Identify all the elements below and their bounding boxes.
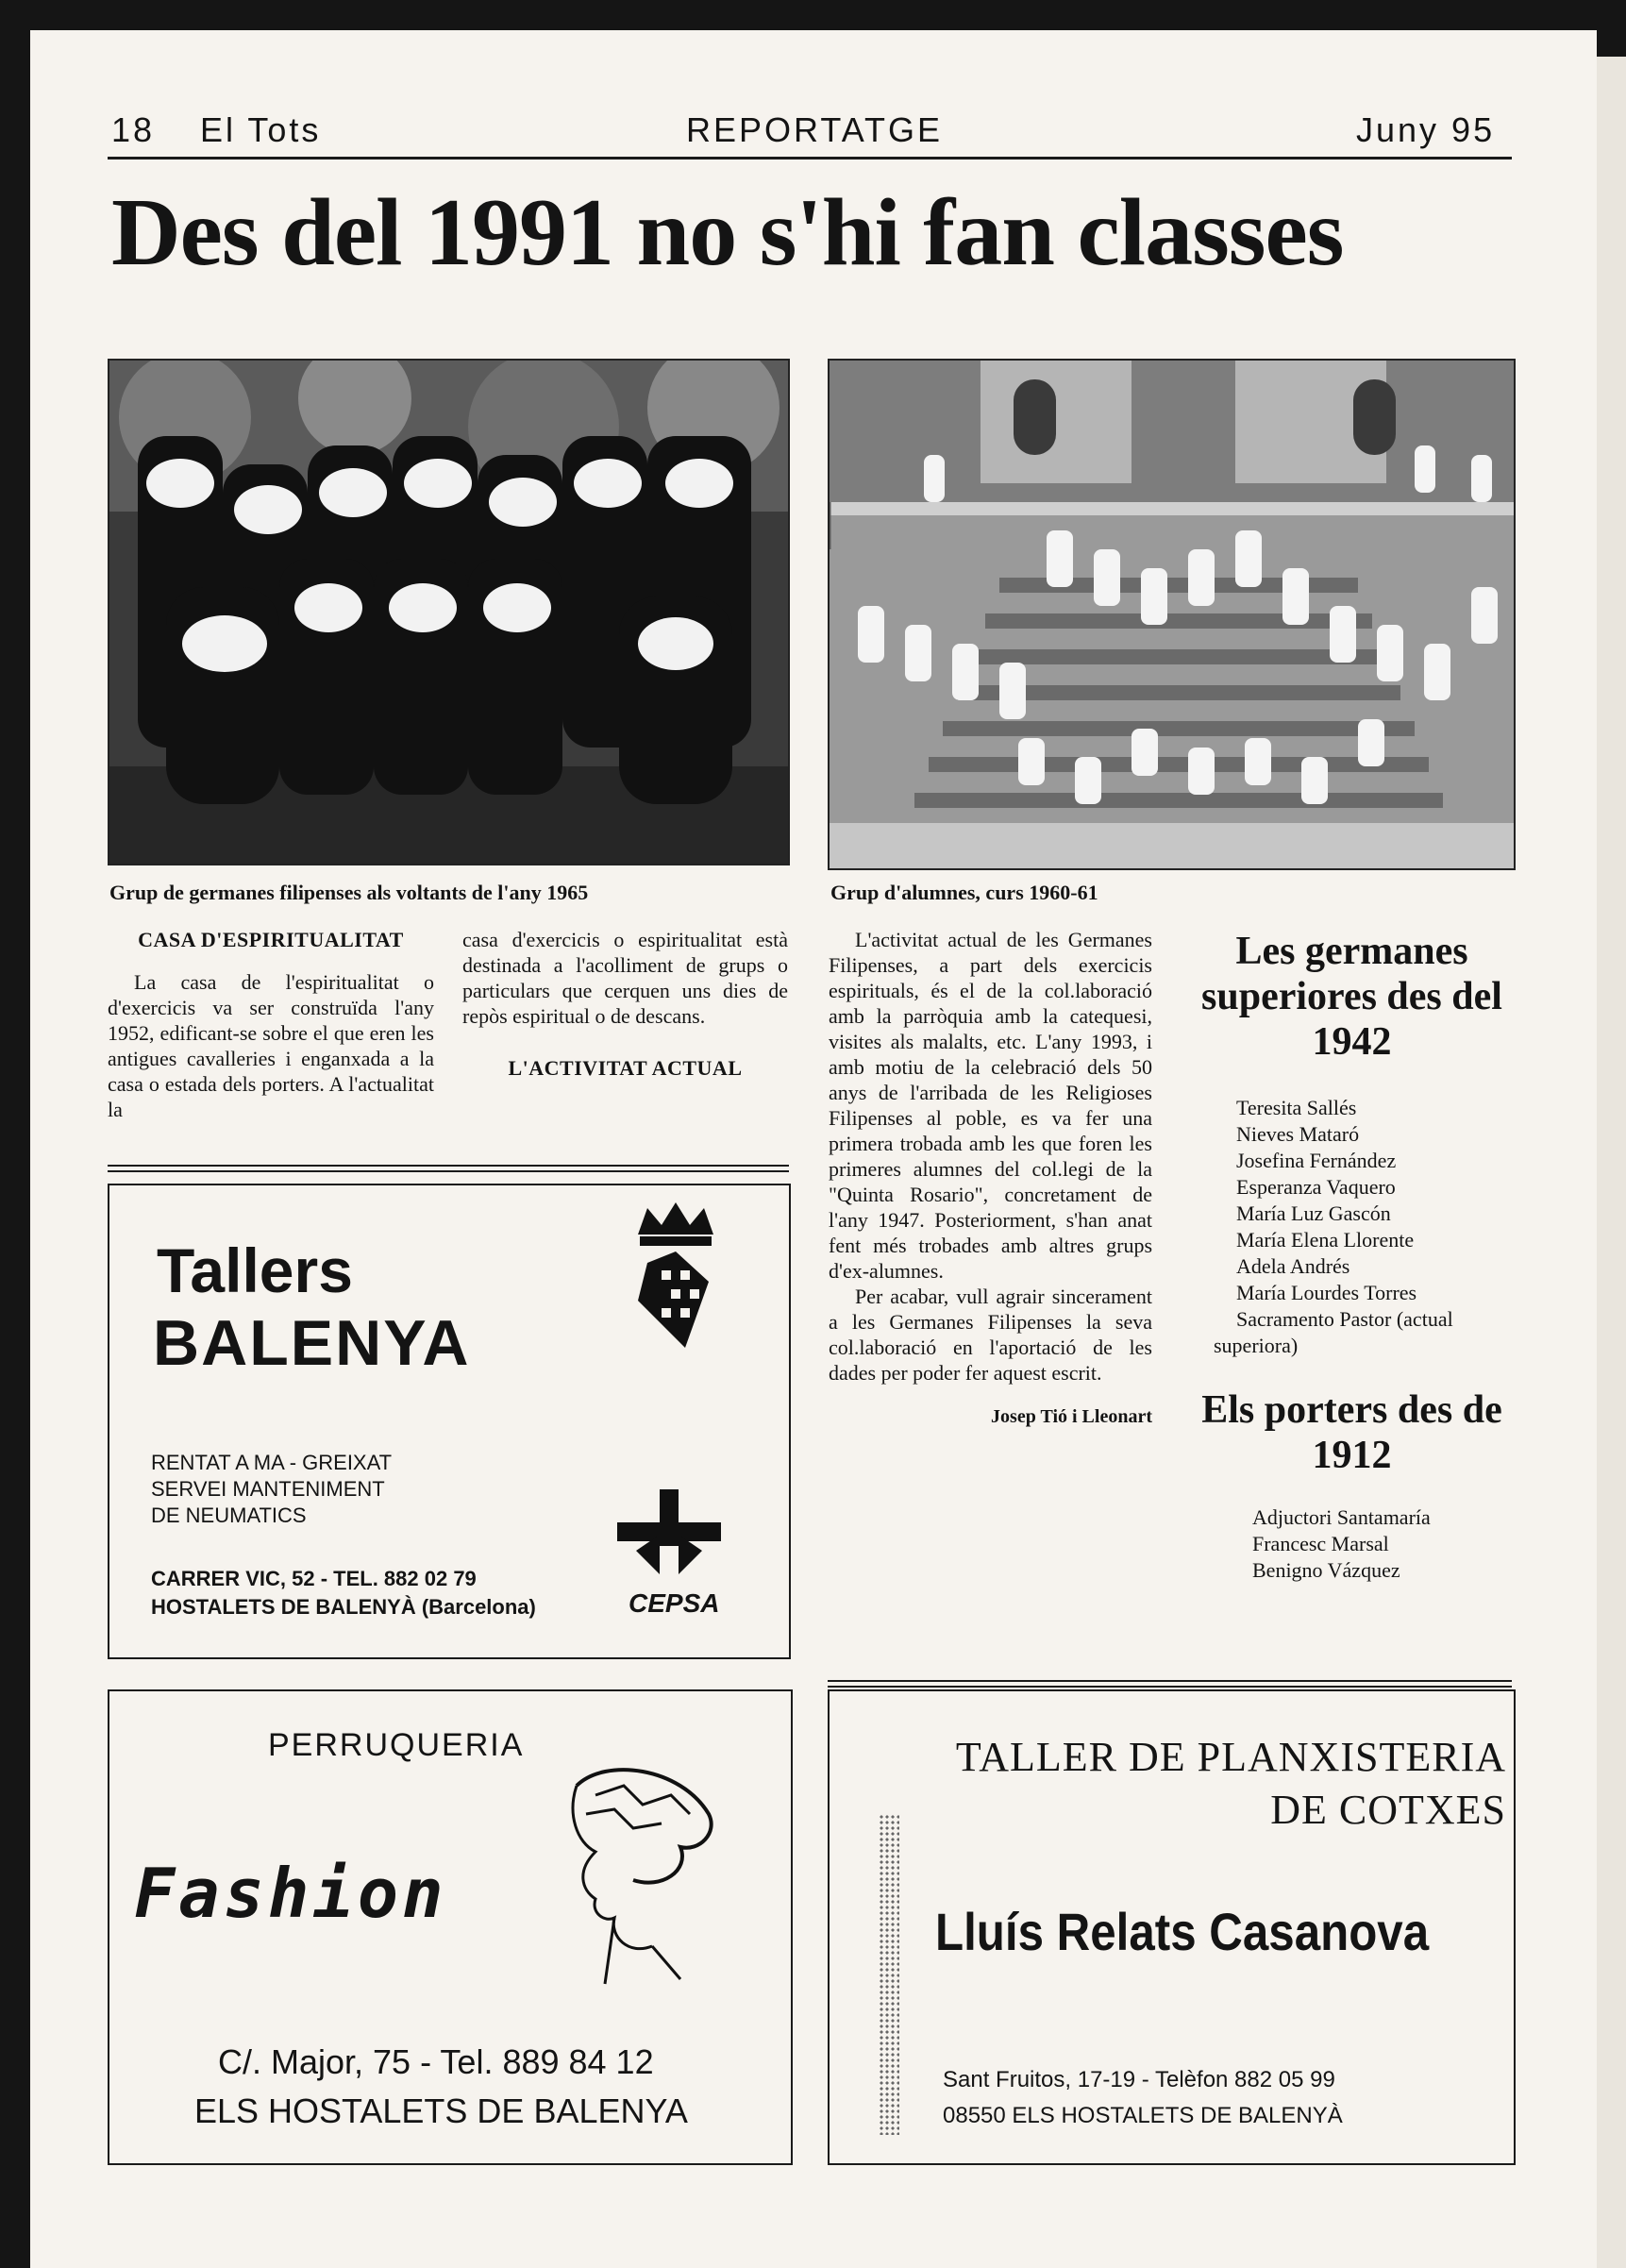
- ad-tallers-service: SERVEI MANTENIMENT: [151, 1477, 385, 1501]
- crown-shield-icon: [619, 1197, 732, 1357]
- cepsa-logo-icon: [617, 1489, 721, 1584]
- photo-nuns: [108, 359, 790, 865]
- article-column-2: [462, 927, 788, 1081]
- nuns-group-image: [109, 361, 788, 864]
- superiors-list: [1214, 1095, 1453, 1359]
- woman-profile-icon: [539, 1757, 728, 1993]
- ad-tallers-address: [151, 1565, 536, 1621]
- ad-tallers-service: RENTAT A MA - GREIXAT: [151, 1451, 393, 1474]
- ad-planxisteria-town: 08550 ELS HOSTALETS DE BALENYÀ: [943, 2103, 1343, 2128]
- superior-name: Sacramento Pastor (actual: [1236, 1307, 1453, 1331]
- ad-perruqueria-town: ELS HOSTALETS DE BALENYA: [194, 2092, 688, 2130]
- ad-perruqueria-title: PERRUQUERIA: [268, 1727, 525, 1763]
- halftone-bar: [879, 1814, 899, 2135]
- superior-name: María Elena Llorente: [1236, 1228, 1415, 1252]
- divider-rule: [828, 1680, 1512, 1682]
- divider-rule: [108, 1170, 789, 1172]
- paragraph-agraiment: Per acabar, vull agrair sincerament a les Germanes Filipenses la seva col.laboració en l'aportació de les dades per poder fer aquest escrit.: [829, 1285, 1152, 1385]
- next-page-edge: [1597, 57, 1626, 2268]
- author-signature: Josep Tió i Lleonart: [991, 1406, 1152, 1427]
- subhead-activitat-actual: L'ACTIVITAT ACTUAL: [508, 1056, 743, 1080]
- ad-tallers-service: DE NEUMATICS: [151, 1504, 307, 1527]
- article-column-1: [108, 927, 434, 1122]
- photo-caption-nuns: Grup de germanes filipenses als voltants de l'any 1965: [109, 881, 589, 904]
- ad-planxisteria-title-line1: TALLER DE PLANXISTERIA: [955, 1734, 1506, 1780]
- divider-rule: [828, 1686, 1512, 1688]
- article-column-3: [829, 927, 1152, 1430]
- superior-name: María Luz Gascón: [1236, 1201, 1391, 1225]
- issue-date: Juny 95: [1356, 110, 1496, 149]
- superior-name: Teresita Sallés: [1236, 1096, 1357, 1119]
- sidebar-porters-title: Els porters des de 1912: [1201, 1388, 1502, 1477]
- paragraph-activitat: L'activitat actual de les Germanes Filipenses, a part dels exercicis espirituals, és el de la col.laboració amb la parròquia amb la catequesi, visites als malalts, etc. L'any 1993, i amb motiu de la celebració dels 50 anys de l'arribada de les Religioses Filipenses al poble, es va fer una primera trobada amb les que foren les primeres alumnes del col.legi de la "Quinta Rosario", concretament de l'any 1947. Posteriorment, s'han anat fent més trobades amb altres grups d'ex-alumnes.: [829, 928, 1152, 1283]
- superior-name: Josefina Fernández: [1236, 1149, 1397, 1172]
- ad-perruqueria-name: Fashion: [134, 1854, 447, 1933]
- photo-caption-students: Grup d'alumnes, curs 1960-61: [830, 881, 1098, 904]
- superior-name-tail: superiora): [1214, 1334, 1299, 1357]
- porter-name: Francesc Marsal: [1252, 1532, 1389, 1555]
- superior-name: María Lourdes Torres: [1236, 1281, 1417, 1304]
- ad-tallers-name-line2: BALENYA: [153, 1307, 471, 1379]
- ad-tallers-balenya: [108, 1184, 791, 1659]
- superior-name: Esperanza Vaquero: [1236, 1175, 1396, 1199]
- paragraph-casa-continued: casa d'exercicis o espiritualitat està destinada a l'acolliment de grups o particulars que cerquen uns dies de repòs espiritual o de descans.: [462, 928, 788, 1028]
- ad-planxisteria-title: [956, 1731, 1506, 1837]
- porter-name: Benigno Vázquez: [1252, 1558, 1400, 1582]
- section-label: REPORTATGE: [686, 110, 944, 149]
- students-group-image: [830, 361, 1514, 868]
- paragraph-casa: La casa de l'espiritualitat o d'exercicis va ser construïda l'any 1952, edificant-se sobre el que eren les antigues cavalleries i enganxada a la casa o estada dels porters. A l'actualitat la: [108, 970, 434, 1121]
- porters-list: [1252, 1504, 1431, 1584]
- ad-planxisteria-name: Lluís Relats Casanova: [935, 1902, 1430, 1961]
- superior-name: Nieves Mataró: [1236, 1122, 1360, 1146]
- ad-planxisteria-title-line2: DE COTXES: [1270, 1787, 1506, 1833]
- ad-perruqueria-address: C/. Major, 75 - Tel. 889 84 12: [218, 2042, 654, 2081]
- ad-tallers-address-line2: HOSTALETS DE BALENYÀ (Barcelona): [151, 1595, 536, 1619]
- ad-tallers-name-line1: Tallers: [157, 1235, 353, 1305]
- divider-rule: [108, 1165, 789, 1167]
- headline: Des del 1991 no s'hi fan classes: [111, 179, 1344, 286]
- sidebar-superiors-title: Les germanes superiores des del 1942: [1201, 930, 1502, 1064]
- photo-students: [828, 359, 1516, 870]
- ad-tallers-services: [151, 1450, 392, 1529]
- cepsa-brand: CEPSA: [629, 1588, 720, 1618]
- ad-planxisteria-address: Sant Fruitos, 17-19 - Telèfon 882 05 99: [943, 2067, 1335, 2092]
- subhead-casa-espiritualitat: CASA D'ESPIRITUALITAT: [138, 928, 404, 951]
- ad-tallers-address-line1: CARRER VIC, 52 - TEL. 882 02 79: [151, 1567, 477, 1590]
- page-number: 18: [111, 110, 156, 149]
- header-rule: [108, 157, 1512, 160]
- superior-name: Adela Andrés: [1236, 1254, 1350, 1278]
- ad-perruqueria-fashion: [108, 1689, 793, 2165]
- porter-name: Adjuctori Santamaría: [1252, 1505, 1431, 1529]
- ad-planxisteria: [828, 1689, 1516, 2165]
- publication-name: El Tots: [200, 110, 322, 149]
